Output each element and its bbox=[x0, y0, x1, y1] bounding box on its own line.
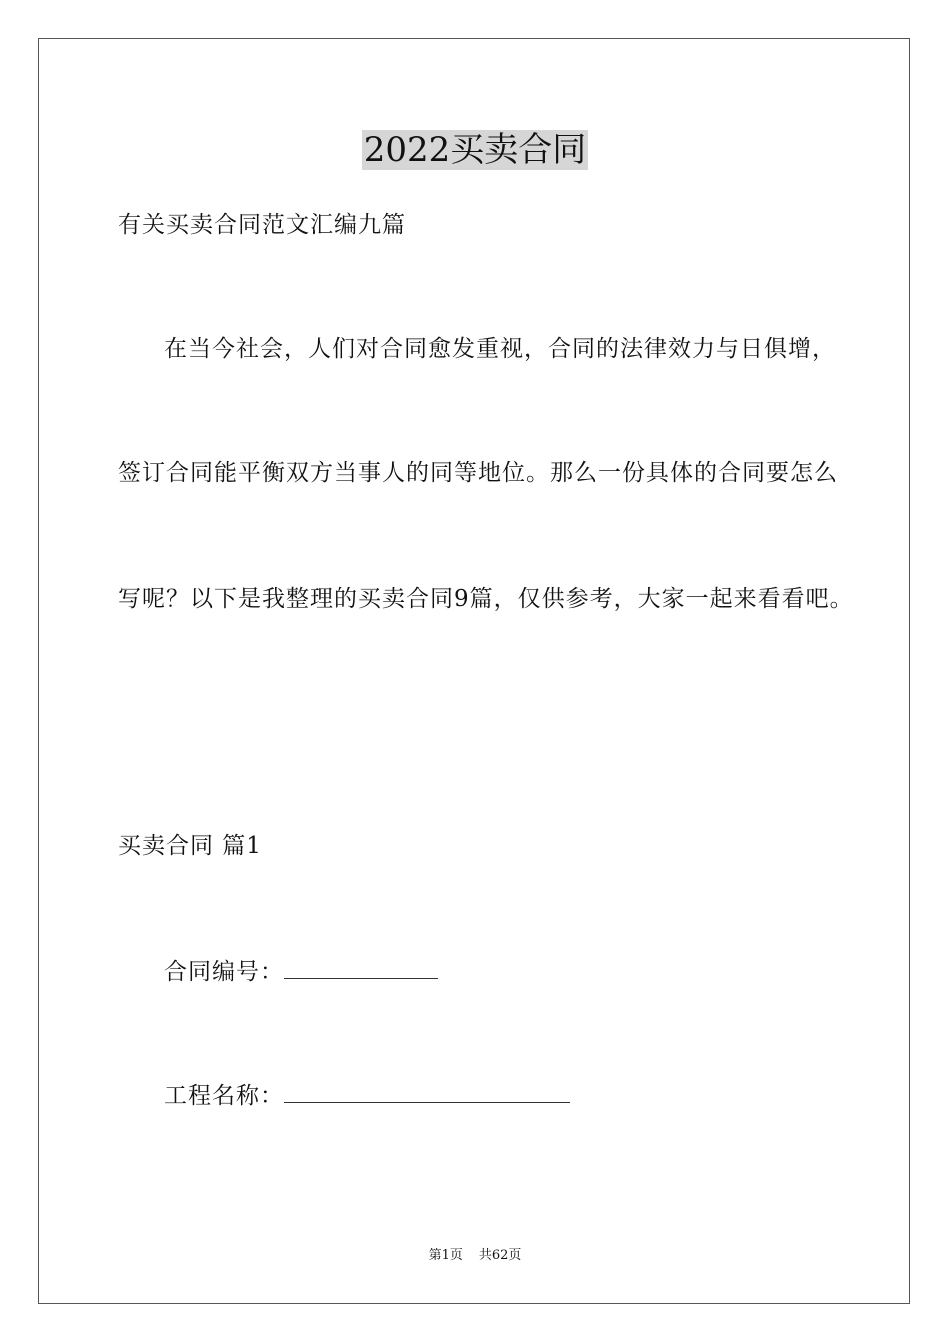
paragraph-line: 签订合同能平衡双方当事人的同等地位。那么一份具体的合同要怎么 bbox=[118, 460, 838, 486]
project-name-blank bbox=[284, 1080, 570, 1103]
page-total: 共62页 bbox=[478, 1248, 522, 1263]
paragraph-line: 写呢？以下是我整理的买卖合同9篇，仅供参考，大家一起来看看吧。 bbox=[118, 586, 854, 612]
document-title-text: 2022买卖合同 bbox=[363, 130, 587, 170]
section-heading: 买卖合同 篇1 bbox=[118, 833, 262, 859]
page-current: 第1页 bbox=[428, 1248, 463, 1263]
contract-number-blank bbox=[284, 956, 438, 979]
document-subtitle: 有关买卖合同范文汇编九篇 bbox=[118, 212, 406, 238]
project-name-field bbox=[164, 1080, 570, 1111]
contract-number-field bbox=[164, 956, 438, 987]
contract-number-label: 合同编号： bbox=[164, 959, 284, 985]
page-footer bbox=[0, 1247, 950, 1265]
project-name-label: 工程名称： bbox=[164, 1083, 284, 1109]
document-title bbox=[0, 128, 950, 172]
paragraph-line: 在当今社会，人们对合同愈发重视，合同的法律效力与日俱增， bbox=[164, 336, 836, 362]
